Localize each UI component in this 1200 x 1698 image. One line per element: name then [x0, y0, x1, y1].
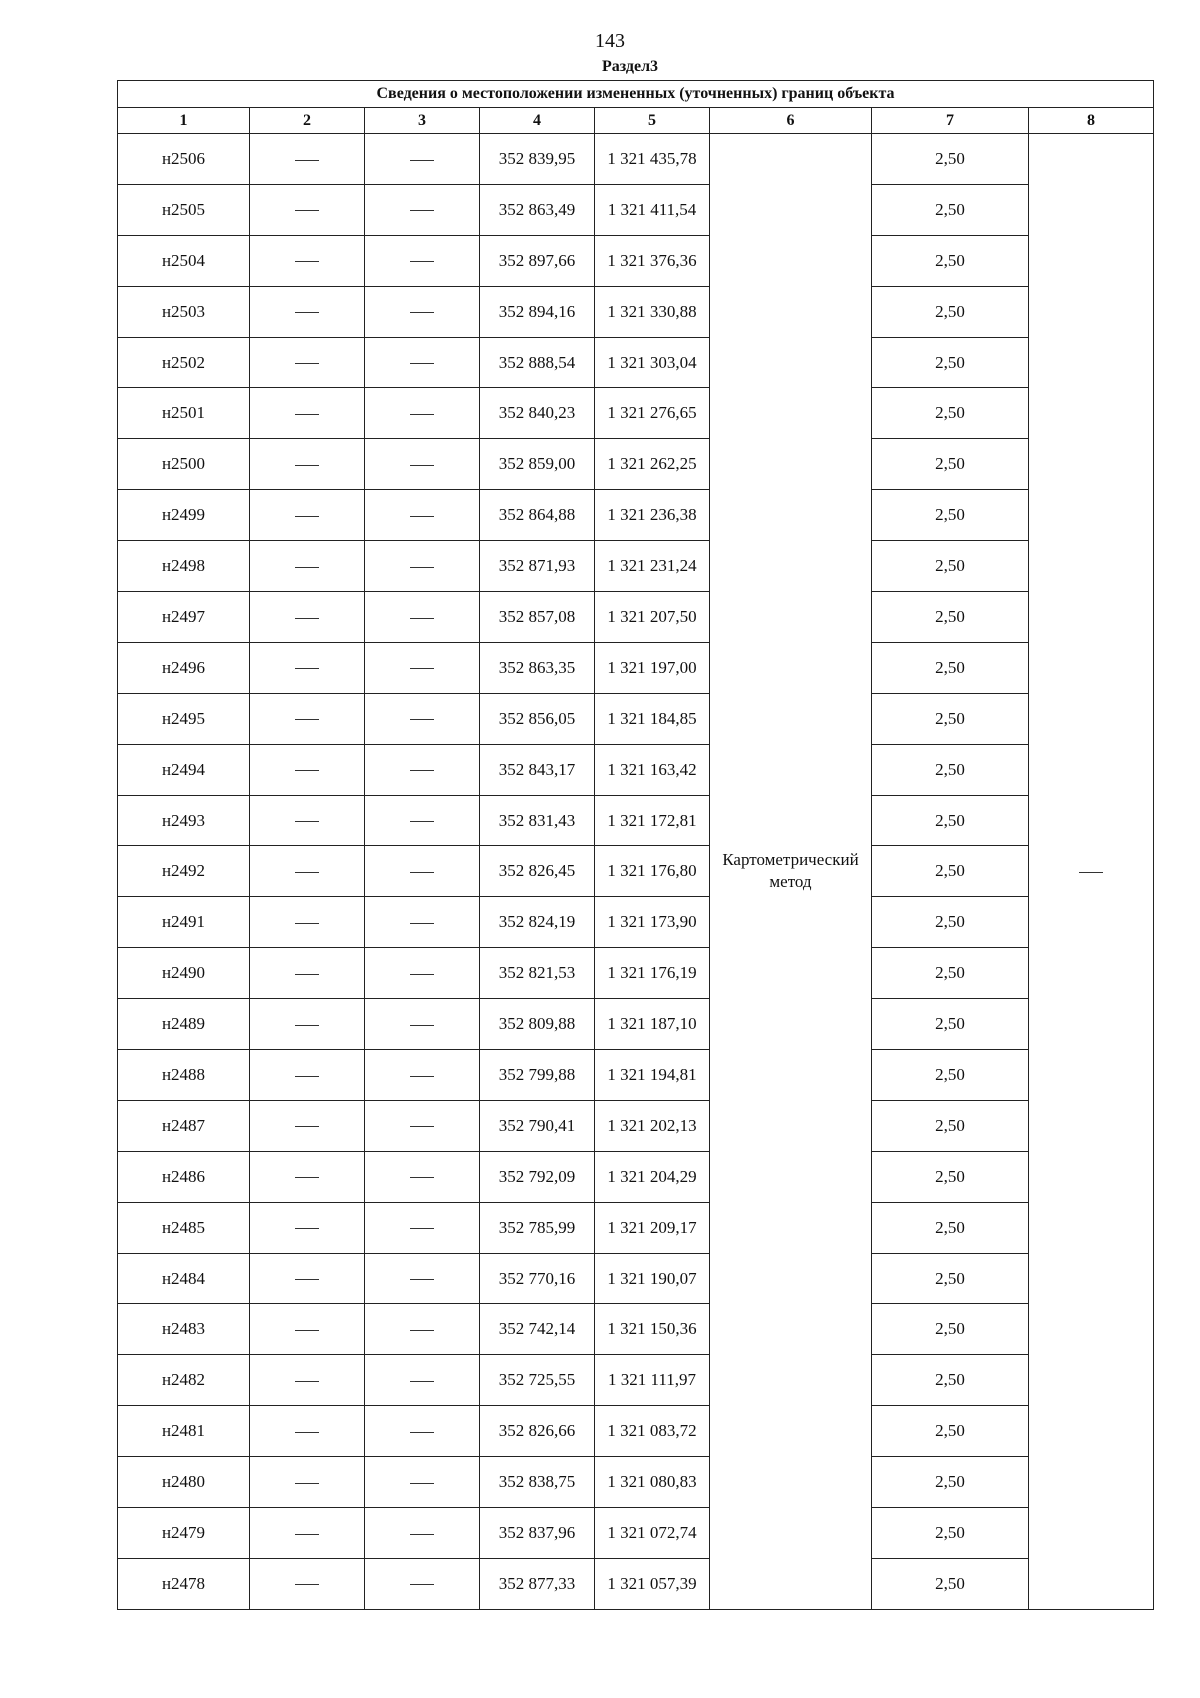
accuracy-cell: 2,50 [872, 235, 1029, 286]
point-name-cell: н2502 [118, 337, 250, 388]
column-2-cell [250, 541, 365, 592]
y-coordinate-cell: 1 321 231,24 [595, 541, 710, 592]
dash-mark [295, 719, 319, 720]
x-coordinate-cell: 352 863,35 [480, 642, 595, 693]
column-8-cell [1029, 134, 1154, 1610]
point-name-cell: н2505 [118, 184, 250, 235]
dash-mark [410, 414, 434, 415]
page-number: 143 [595, 30, 625, 52]
column-2-cell [250, 1253, 365, 1304]
accuracy-cell: 2,50 [872, 795, 1029, 846]
accuracy-cell: 2,50 [872, 1406, 1029, 1457]
x-coordinate-cell: 352 897,66 [480, 235, 595, 286]
table-row [118, 1100, 1154, 1151]
column-3-cell [365, 1558, 480, 1609]
dash-mark [410, 1279, 434, 1280]
dash-mark [295, 160, 319, 161]
dash-mark [295, 872, 319, 873]
accuracy-cell: 2,50 [872, 1202, 1029, 1253]
x-coordinate-cell: 352 742,14 [480, 1304, 595, 1355]
column-3-cell [365, 1457, 480, 1508]
accuracy-cell: 2,50 [872, 846, 1029, 897]
table-row [118, 490, 1154, 541]
column-2-cell [250, 999, 365, 1050]
column-2-cell [250, 1050, 365, 1101]
column-2-cell [250, 490, 365, 541]
accuracy-cell: 2,50 [872, 1508, 1029, 1559]
dash-mark [410, 210, 434, 211]
y-coordinate-cell: 1 321 276,65 [595, 388, 710, 439]
table-row [118, 134, 1154, 185]
x-coordinate-cell: 352 864,88 [480, 490, 595, 541]
dash-mark [410, 1228, 434, 1229]
y-coordinate-cell: 1 321 435,78 [595, 134, 710, 185]
y-coordinate-cell: 1 321 303,04 [595, 337, 710, 388]
point-name-cell: н2490 [118, 948, 250, 999]
dash-mark [410, 1584, 434, 1585]
column-2-cell [250, 846, 365, 897]
column-header: 4 [480, 108, 595, 134]
column-2-cell [250, 795, 365, 846]
column-3-cell [365, 337, 480, 388]
column-3-cell [365, 744, 480, 795]
accuracy-cell: 2,50 [872, 1558, 1029, 1609]
section-title: Раздел3 [601, 58, 659, 75]
table-row [118, 897, 1154, 948]
point-name-cell: н2494 [118, 744, 250, 795]
dash-mark [295, 770, 319, 771]
accuracy-cell: 2,50 [872, 286, 1029, 337]
x-coordinate-cell: 352 809,88 [480, 999, 595, 1050]
dash-mark [410, 1126, 434, 1127]
accuracy-cell: 2,50 [872, 693, 1029, 744]
column-3-cell [365, 897, 480, 948]
column-3-cell [365, 286, 480, 337]
y-coordinate-cell: 1 321 194,81 [595, 1050, 710, 1101]
dash-mark [410, 770, 434, 771]
column-3-cell [365, 235, 480, 286]
x-coordinate-cell: 352 888,54 [480, 337, 595, 388]
point-name-cell: н2498 [118, 541, 250, 592]
dash-mark [410, 567, 434, 568]
dash-mark [295, 465, 319, 466]
y-coordinate-cell: 1 321 173,90 [595, 897, 710, 948]
column-number-row [118, 108, 1154, 134]
column-3-cell [365, 999, 480, 1050]
dash-mark [410, 974, 434, 975]
y-coordinate-cell: 1 321 330,88 [595, 286, 710, 337]
x-coordinate-cell: 352 799,88 [480, 1050, 595, 1101]
column-3-cell [365, 846, 480, 897]
y-coordinate-cell: 1 321 197,00 [595, 642, 710, 693]
x-coordinate-cell: 352 856,05 [480, 693, 595, 744]
column-2-cell [250, 1304, 365, 1355]
table-row [118, 184, 1154, 235]
accuracy-cell: 2,50 [872, 1100, 1029, 1151]
column-3-cell [365, 1304, 480, 1355]
point-name-cell: н2500 [118, 439, 250, 490]
y-coordinate-cell: 1 321 190,07 [595, 1253, 710, 1304]
y-coordinate-cell: 1 321 057,39 [595, 1558, 710, 1609]
point-name-cell: н2479 [118, 1508, 250, 1559]
column-3-cell [365, 642, 480, 693]
point-name-cell: н2478 [118, 1558, 250, 1609]
column-3-cell [365, 541, 480, 592]
column-3-cell [365, 1050, 480, 1101]
accuracy-cell: 2,50 [872, 642, 1029, 693]
x-coordinate-cell: 352 837,96 [480, 1508, 595, 1559]
column-header: 7 [872, 108, 1029, 134]
dash-mark [295, 1534, 319, 1535]
table-row [118, 1253, 1154, 1304]
point-name-cell: н2487 [118, 1100, 250, 1151]
y-coordinate-cell: 1 321 236,38 [595, 490, 710, 541]
point-name-cell: н2488 [118, 1050, 250, 1101]
dash-mark [295, 974, 319, 975]
accuracy-cell: 2,50 [872, 388, 1029, 439]
accuracy-cell: 2,50 [872, 1050, 1029, 1101]
dash-mark [295, 1279, 319, 1280]
x-coordinate-cell: 352 831,43 [480, 795, 595, 846]
y-coordinate-cell: 1 321 376,36 [595, 235, 710, 286]
dash-mark [410, 1076, 434, 1077]
dash-mark [410, 363, 434, 364]
x-coordinate-cell: 352 859,00 [480, 439, 595, 490]
dash-mark [295, 821, 319, 822]
column-3-cell [365, 1100, 480, 1151]
y-coordinate-cell: 1 321 411,54 [595, 184, 710, 235]
dash-mark [295, 923, 319, 924]
column-2-cell [250, 897, 365, 948]
table-row [118, 1202, 1154, 1253]
dash-mark [410, 872, 434, 873]
y-coordinate-cell: 1 321 176,80 [595, 846, 710, 897]
y-coordinate-cell: 1 321 163,42 [595, 744, 710, 795]
dash-mark [410, 1025, 434, 1026]
dash-mark [410, 821, 434, 822]
x-coordinate-cell: 352 792,09 [480, 1151, 595, 1202]
table-body [118, 134, 1154, 1610]
point-name-cell: н2497 [118, 592, 250, 643]
accuracy-cell: 2,50 [872, 1304, 1029, 1355]
dash-mark [295, 1483, 319, 1484]
column-header: 8 [1029, 108, 1154, 134]
dash-mark [410, 261, 434, 262]
column-3-cell [365, 184, 480, 235]
table-row [118, 1304, 1154, 1355]
column-2-cell [250, 439, 365, 490]
x-coordinate-cell: 352 785,99 [480, 1202, 595, 1253]
table-row [118, 693, 1154, 744]
y-coordinate-cell: 1 321 172,81 [595, 795, 710, 846]
dash-mark [410, 923, 434, 924]
dash-mark [295, 1126, 319, 1127]
column-2-cell [250, 1508, 365, 1559]
x-coordinate-cell: 352 863,49 [480, 184, 595, 235]
column-2-cell [250, 1151, 365, 1202]
column-3-cell [365, 439, 480, 490]
accuracy-cell: 2,50 [872, 897, 1029, 948]
column-2-cell [250, 286, 365, 337]
point-name-cell: н2492 [118, 846, 250, 897]
table-row [118, 795, 1154, 846]
dash-mark [410, 312, 434, 313]
x-coordinate-cell: 352 877,33 [480, 1558, 595, 1609]
point-name-cell: н2485 [118, 1202, 250, 1253]
point-name-cell: н2482 [118, 1355, 250, 1406]
column-3-cell [365, 1253, 480, 1304]
table-row [118, 1457, 1154, 1508]
column-2-cell [250, 1406, 365, 1457]
dash-mark [295, 414, 319, 415]
point-name-cell: н2506 [118, 134, 250, 185]
point-name-cell: н2484 [118, 1253, 250, 1304]
dash-mark [410, 160, 434, 161]
table-row [118, 337, 1154, 388]
column-header: 5 [595, 108, 710, 134]
column-3-cell [365, 1508, 480, 1559]
dash-mark [295, 618, 319, 619]
point-name-cell: н2495 [118, 693, 250, 744]
column-2-cell [250, 744, 365, 795]
dash-mark [295, 516, 319, 517]
column-3-cell [365, 1202, 480, 1253]
column-2-cell [250, 948, 365, 999]
accuracy-cell: 2,50 [872, 1253, 1029, 1304]
column-header: 2 [250, 108, 365, 134]
table-row [118, 592, 1154, 643]
dash-mark [410, 1534, 434, 1535]
dash-mark [295, 1584, 319, 1585]
accuracy-cell: 2,50 [872, 1457, 1029, 1508]
point-name-cell: н2499 [118, 490, 250, 541]
x-coordinate-cell: 352 821,53 [480, 948, 595, 999]
x-coordinate-cell: 352 857,08 [480, 592, 595, 643]
point-name-cell: н2483 [118, 1304, 250, 1355]
dash-mark [295, 1177, 319, 1178]
y-coordinate-cell: 1 321 150,36 [595, 1304, 710, 1355]
dash-mark [295, 567, 319, 568]
dash-mark [295, 261, 319, 262]
dash-mark [1079, 872, 1103, 873]
table-caption: Сведения о местоположении измененных (уточненных) границ объекта [118, 81, 1154, 108]
point-name-cell: н2501 [118, 388, 250, 439]
accuracy-cell: 2,50 [872, 592, 1029, 643]
table-row [118, 744, 1154, 795]
column-3-cell [365, 693, 480, 744]
x-coordinate-cell: 352 824,19 [480, 897, 595, 948]
column-3-cell [365, 1151, 480, 1202]
accuracy-cell: 2,50 [872, 1151, 1029, 1202]
table-row [118, 439, 1154, 490]
column-2-cell [250, 1355, 365, 1406]
column-2-cell [250, 642, 365, 693]
accuracy-cell: 2,50 [872, 337, 1029, 388]
table-row [118, 846, 1154, 897]
dash-mark [410, 516, 434, 517]
table-row [118, 1050, 1154, 1101]
accuracy-cell: 2,50 [872, 184, 1029, 235]
point-name-cell: н2496 [118, 642, 250, 693]
table-row [118, 999, 1154, 1050]
y-coordinate-cell: 1 321 207,50 [595, 592, 710, 643]
table-row [118, 642, 1154, 693]
point-name-cell: н2493 [118, 795, 250, 846]
dash-mark [410, 719, 434, 720]
y-coordinate-cell: 1 321 080,83 [595, 1457, 710, 1508]
column-2-cell [250, 1558, 365, 1609]
table-row [118, 1508, 1154, 1559]
x-coordinate-cell: 352 725,55 [480, 1355, 595, 1406]
point-name-cell: н2504 [118, 235, 250, 286]
y-coordinate-cell: 1 321 262,25 [595, 439, 710, 490]
point-name-cell: н2489 [118, 999, 250, 1050]
table-row [118, 1406, 1154, 1457]
dash-mark [295, 1076, 319, 1077]
accuracy-cell: 2,50 [872, 541, 1029, 592]
table-row [118, 286, 1154, 337]
x-coordinate-cell: 352 826,45 [480, 846, 595, 897]
table-row [118, 948, 1154, 999]
column-header: 3 [365, 108, 480, 134]
y-coordinate-cell: 1 321 187,10 [595, 999, 710, 1050]
column-2-cell [250, 1457, 365, 1508]
column-2-cell [250, 337, 365, 388]
dash-mark [410, 1177, 434, 1178]
table-row [118, 1151, 1154, 1202]
table-row [118, 541, 1154, 592]
point-name-cell: н2491 [118, 897, 250, 948]
y-coordinate-cell: 1 321 072,74 [595, 1508, 710, 1559]
accuracy-cell: 2,50 [872, 744, 1029, 795]
dash-mark [410, 668, 434, 669]
y-coordinate-cell: 1 321 209,17 [595, 1202, 710, 1253]
x-coordinate-cell: 352 770,16 [480, 1253, 595, 1304]
column-2-cell [250, 235, 365, 286]
column-2-cell [250, 592, 365, 643]
x-coordinate-cell: 352 871,93 [480, 541, 595, 592]
column-header: 1 [118, 108, 250, 134]
column-2-cell [250, 693, 365, 744]
dash-mark [295, 363, 319, 364]
column-2-cell [250, 134, 365, 185]
accuracy-cell: 2,50 [872, 948, 1029, 999]
dash-mark [295, 312, 319, 313]
point-name-cell: н2480 [118, 1457, 250, 1508]
column-3-cell [365, 948, 480, 999]
table-row [118, 388, 1154, 439]
x-coordinate-cell: 352 838,75 [480, 1457, 595, 1508]
x-coordinate-cell: 352 843,17 [480, 744, 595, 795]
dash-mark [295, 1025, 319, 1026]
dash-mark [410, 1483, 434, 1484]
table-row [118, 1355, 1154, 1406]
y-coordinate-cell: 1 321 202,13 [595, 1100, 710, 1151]
column-3-cell [365, 388, 480, 439]
dash-mark [410, 1432, 434, 1433]
x-coordinate-cell: 352 839,95 [480, 134, 595, 185]
accuracy-cell: 2,50 [872, 134, 1029, 185]
accuracy-cell: 2,50 [872, 1355, 1029, 1406]
x-coordinate-cell: 352 790,41 [480, 1100, 595, 1151]
column-2-cell [250, 1202, 365, 1253]
column-2-cell [250, 1100, 365, 1151]
column-header: 6 [710, 108, 872, 134]
x-coordinate-cell: 352 826,66 [480, 1406, 595, 1457]
y-coordinate-cell: 1 321 083,72 [595, 1406, 710, 1457]
column-2-cell [250, 388, 365, 439]
dash-mark [295, 1381, 319, 1382]
dash-mark [410, 1330, 434, 1331]
coordinates-table [117, 80, 1154, 1610]
column-3-cell [365, 134, 480, 185]
column-3-cell [365, 490, 480, 541]
dash-mark [295, 668, 319, 669]
column-3-cell [365, 795, 480, 846]
accuracy-cell: 2,50 [872, 999, 1029, 1050]
point-name-cell: н2481 [118, 1406, 250, 1457]
dash-mark [410, 1381, 434, 1382]
column-3-cell [365, 1406, 480, 1457]
point-name-cell: н2486 [118, 1151, 250, 1202]
table-row [118, 235, 1154, 286]
dash-mark [295, 1330, 319, 1331]
dash-mark [410, 465, 434, 466]
point-name-cell: н2503 [118, 286, 250, 337]
column-3-cell [365, 592, 480, 643]
x-coordinate-cell: 352 840,23 [480, 388, 595, 439]
accuracy-cell: 2,50 [872, 439, 1029, 490]
y-coordinate-cell: 1 321 111,97 [595, 1355, 710, 1406]
column-3-cell [365, 1355, 480, 1406]
accuracy-cell: 2,50 [872, 490, 1029, 541]
column-2-cell [250, 184, 365, 235]
dash-mark [295, 1432, 319, 1433]
y-coordinate-cell: 1 321 176,19 [595, 948, 710, 999]
y-coordinate-cell: 1 321 184,85 [595, 693, 710, 744]
x-coordinate-cell: 352 894,16 [480, 286, 595, 337]
dash-mark [295, 1228, 319, 1229]
dash-mark [410, 618, 434, 619]
y-coordinate-cell: 1 321 204,29 [595, 1151, 710, 1202]
table-row [118, 1558, 1154, 1609]
dash-mark [295, 210, 319, 211]
method-cell: Картометрический метод [710, 134, 872, 1610]
